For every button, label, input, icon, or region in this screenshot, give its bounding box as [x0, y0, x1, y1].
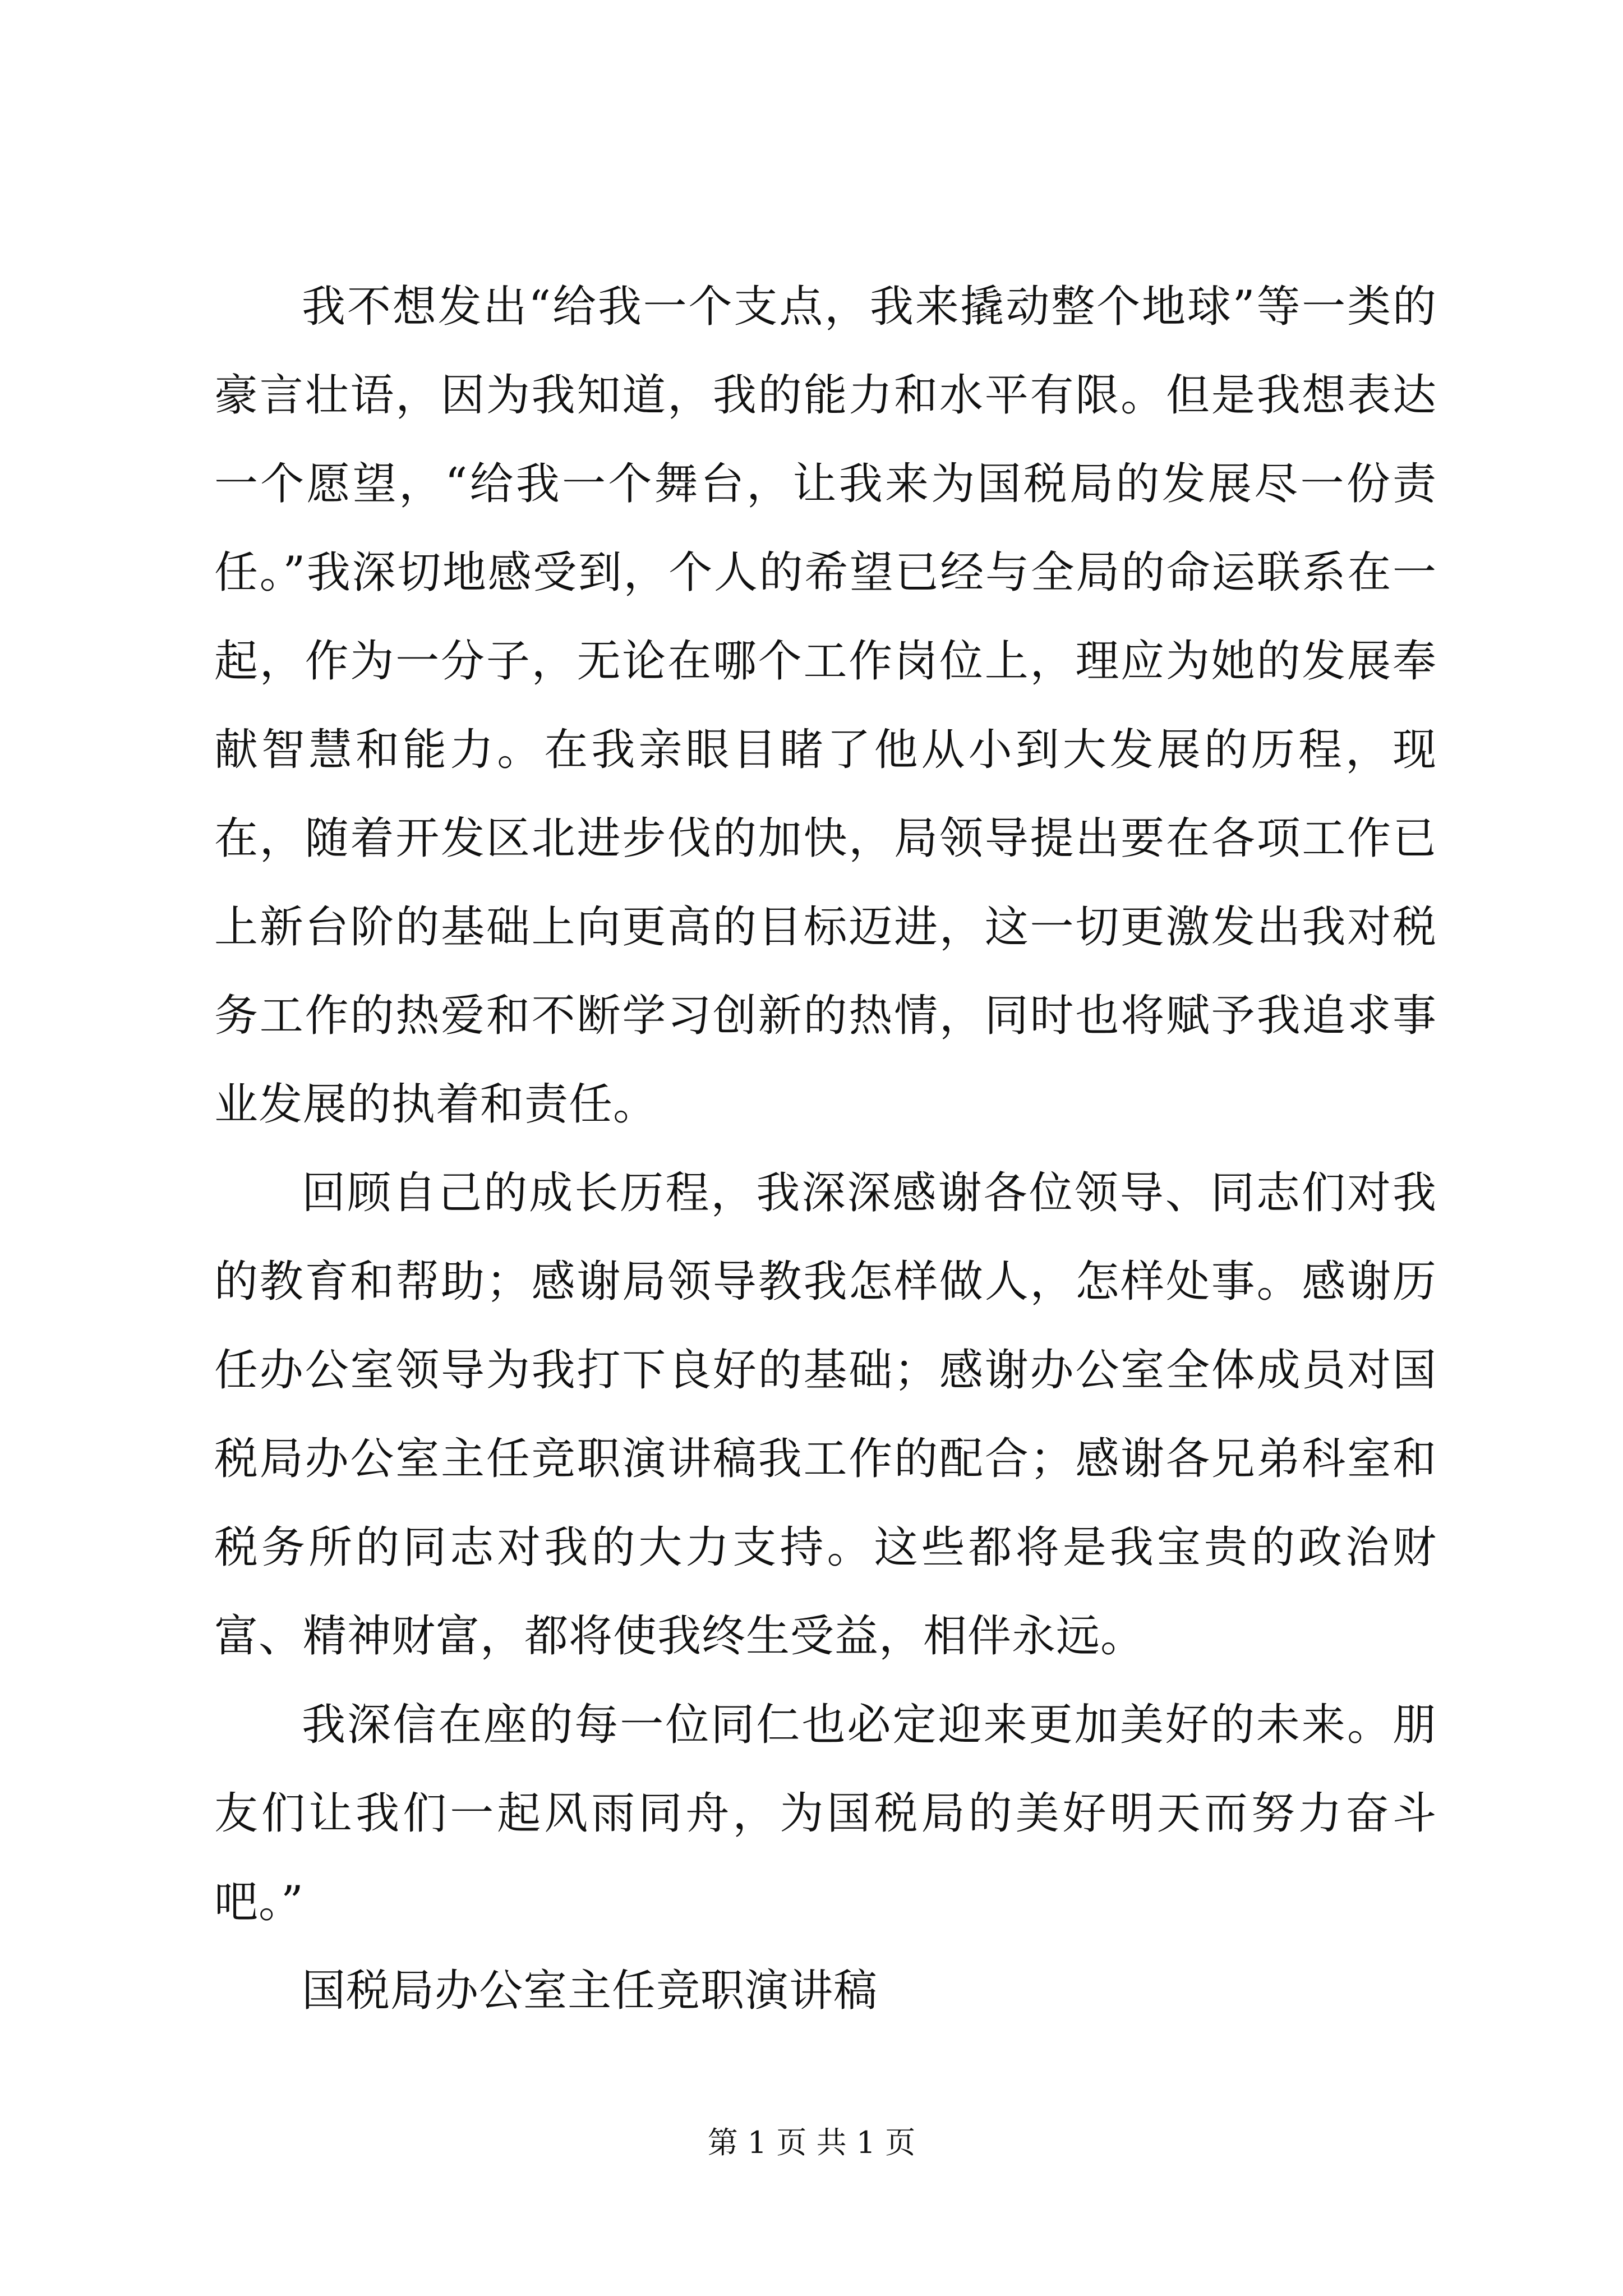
document-body: [214, 263, 1437, 2035]
paragraph-4-title: 国税局办公室主任竞职演讲稿: [302, 1966, 878, 2016]
paragraph-1: 我不想发出“给我一个支点，我来撬动整个地球”等一类的豪言壮语，因为我知道，我的能力和水平有限。但是我想表达一个愿望，“给我一个舞台，让我来为国税局的发展尽一份责任。”我深切地感受到，个人的希望已经与全局的命运联系在一起，作为一分子，无论在哪个工作岗位上，理应为她的发展奉献智慧和能力。在我亲眼目睹了他从小到大发展的历程，现在，随着开发区北进步伐的加快，局领导提出要在各项工作已上新台阶的基础上向更高的目标迈进，这一切更激发出我对税务工作的热爱和不断学习创新的热情，同时也将赋予我追求事业发展的执着和责任。: [214, 282, 1437, 1130]
paragraph-3: 我深信在座的每一位同仁也必定迎来更加美好的未来。朋友们让我们一起风雨同舟，为国税局的美好明天而努力奋斗吧。”: [214, 1700, 1437, 1927]
page-footer: 第 1 页 共 1 页: [707, 2125, 916, 2160]
paragraph-2: 回顾自己的成长历程，我深深感谢各位领导、同志们对我的教育和帮助；感谢局领导教我怎样做人，怎样处事。感谢历任办公室领导为我打下良好的基础；感谢办公室全体成员对国税局办公室主任竞职演讲稿我工作的配合；感谢各兄弟科室和税务所的同志对我的大力支持。这些都将是我宝贵的政治财富、精神财富，都将使我终生受益，相伴永远。: [214, 1168, 1437, 1662]
